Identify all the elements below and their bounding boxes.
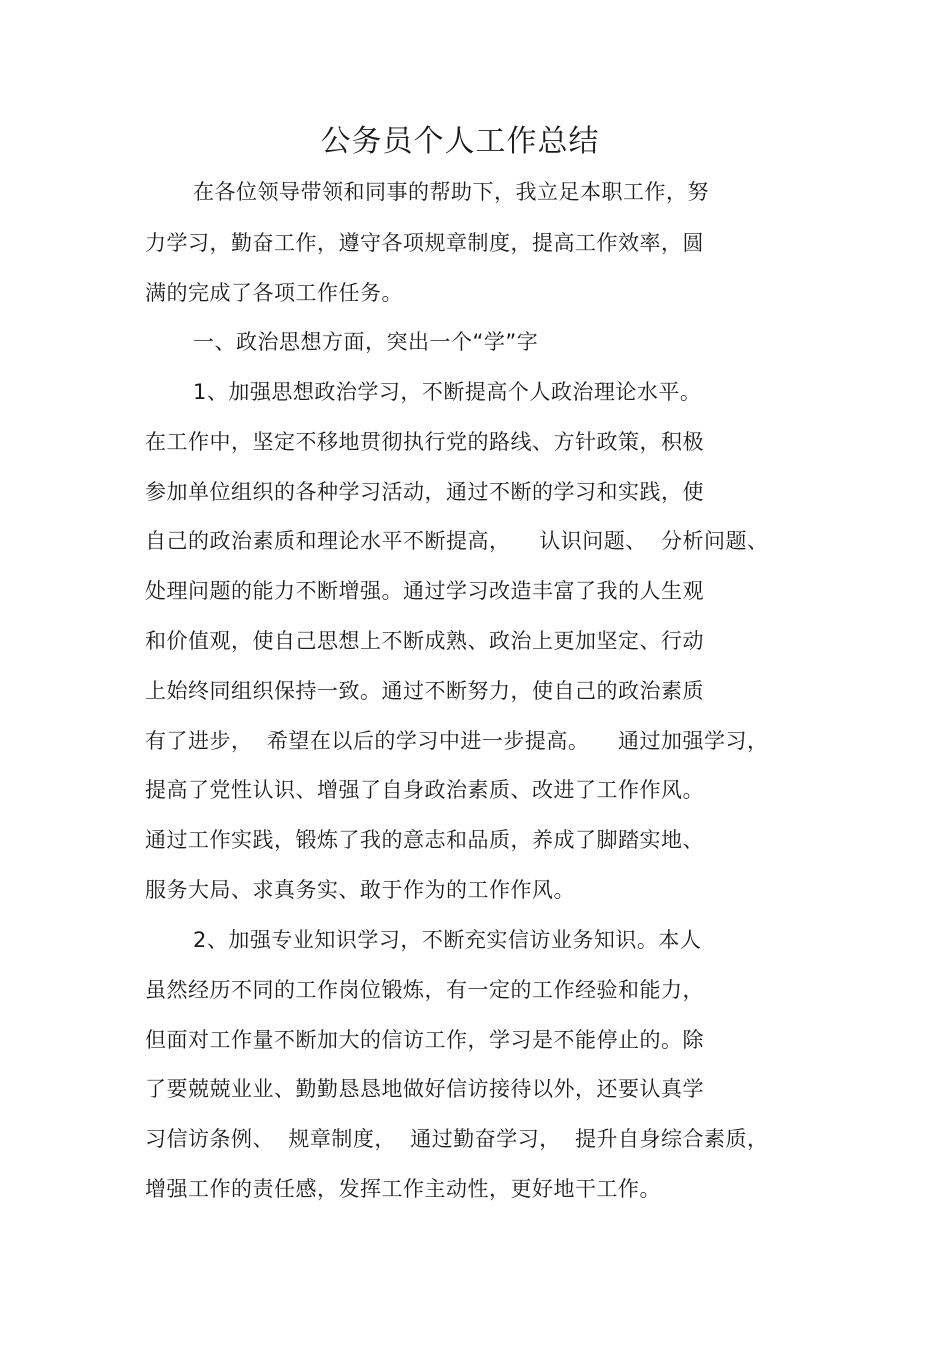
paragraph-line: 自己的政治素质和理论水平不断提高， 认识问题、 分析问题、 (145, 529, 769, 553)
paragraph-line: 提高了党性认识、增强了自身政治素质、改进了工作作风。 (145, 778, 704, 802)
paragraph-line: 力学习，勤奋工作，遵守各项规章制度，提高工作效率，圆 (145, 231, 704, 255)
subsection-heading: 1、加强思想政治学习，不断提高个人政治理论水平。 (193, 380, 702, 404)
section-heading: 一、政治思想方面，突出一个“学”字 (193, 330, 539, 354)
paragraph-line: 服务大局、求真务实、敢于作为的工作作风。 (145, 878, 575, 902)
paragraph-line: 满的完成了各项工作任务。 (145, 281, 403, 305)
paragraph-line: 增强工作的责任感，发挥工作主动性，更好地干工作。 (145, 1177, 661, 1201)
document-title: 公务员个人工作总结 (320, 124, 600, 159)
paragraph-line: 在工作中，坚定不移地贯彻执行党的路线、方针政策，积极 (145, 430, 704, 454)
paragraph-line: 有了进步， 希望在以后的学习中进一步提高。 通过加强学习， (145, 729, 769, 753)
paragraph-line: 通过工作实践，锻炼了我的意志和品质，养成了脚踏实地、 (145, 828, 704, 852)
paragraph-line: 了要兢兢业业、勤勤恳恳地做好信访接待以外，还要认真学 (145, 1077, 704, 1101)
paragraph-line: 和价值观，使自己思想上不断成熟、政治上更加坚定、行动 (145, 629, 704, 653)
paragraph-line: 习信访条例、 规章制度， 通过勤奋学习， 提升自身综合素质， (145, 1127, 769, 1151)
paragraph-line: 虽然经历不同的工作岗位锻炼，有一定的工作经验和能力， (145, 978, 704, 1002)
paragraph-line: 处理问题的能力不断增强。通过学习改造丰富了我的人生观 (145, 579, 704, 603)
paragraph-line: 但面对工作量不断加大的信访工作，学习是不能停止的。除 (145, 1028, 704, 1052)
subsection-heading: 2、加强专业知识学习，不断充实信访业务知识。本人 (193, 928, 702, 952)
paragraph-line: 参加单位组织的各种学习活动，通过不断的学习和实践，使 (145, 480, 704, 504)
paragraph-line: 上始终同组织保持一致。通过不断努力，使自己的政治素质 (145, 679, 704, 703)
paragraph-line: 在各位领导带领和同事的帮助下，我立足本职工作，努 (193, 180, 709, 204)
